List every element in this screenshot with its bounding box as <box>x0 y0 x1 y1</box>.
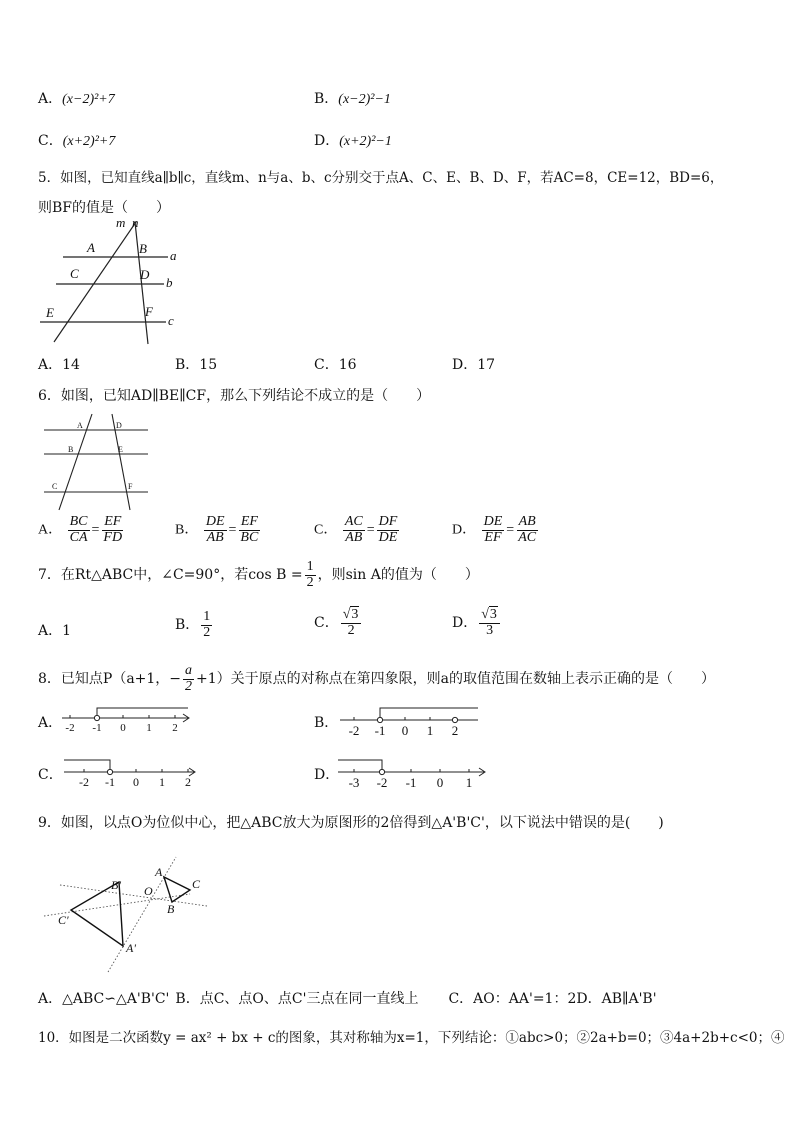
q6-option-b: B． $\frac{DE}{AB}$ = $\frac{EF}{BC}$ <box>175 514 259 545</box>
label-E: E <box>118 445 123 454</box>
q6-option-c: C． $\frac{AC}{AB}$ = $\frac{DF}{DE}$ <box>314 514 398 545</box>
label-A: A <box>155 865 163 879</box>
label-c: c <box>168 313 174 328</box>
svg-text:-2: -2 <box>65 722 75 734</box>
q6-option-d: D． $\frac{DE}{EF}$ = $\frac{AB}{AC}$ <box>452 514 537 545</box>
triangle-ABC <box>164 877 190 902</box>
q5-stem-line2: 则BF的值是（ ） <box>38 200 171 216</box>
q4-option-c: C．(x+2)²+7 <box>38 133 116 149</box>
q5-option-b: B．15 <box>175 357 218 373</box>
q8-number-line-a <box>60 704 200 734</box>
q7-option-b: B． $\frac{1}{2}$ <box>175 609 211 640</box>
svg-text:1: 1 <box>465 775 473 790</box>
label-B-prime: B' <box>111 878 121 892</box>
svg-text:0: 0 <box>133 775 139 789</box>
line-ABC <box>59 414 92 510</box>
svg-text:1: 1 <box>146 722 152 734</box>
q7-option-d: D． $\frac{√3}{3}$ <box>452 608 502 638</box>
label-D: D <box>116 421 122 430</box>
svg-text:2: 2 <box>185 775 191 789</box>
label-b: b <box>166 275 173 290</box>
svg-text:-1: -1 <box>405 775 417 790</box>
q9-options <box>38 988 657 1008</box>
q6-stem: 6．如图，已知AD∥BE∥CF，那么下列结论不成立的是（ ） <box>38 388 431 404</box>
label-a: a <box>170 248 177 263</box>
svg-text:0: 0 <box>120 722 126 734</box>
q5-figure <box>38 218 188 348</box>
line-m <box>54 222 136 342</box>
label-A: A <box>87 240 95 255</box>
label-D: D <box>140 267 150 282</box>
q8-number-line-c <box>62 756 202 790</box>
svg-text:2: 2 <box>172 722 178 734</box>
q4-option-b: B．(x−2)²−1 <box>314 91 391 107</box>
q9-stem: 9．如图，以点O为位似中心，把△ABC放大为原图形的2倍得到△A'B'C'，以下说法中错误的是( ) <box>38 815 664 831</box>
q5-option-c: C．16 <box>314 357 357 373</box>
svg-text:1: 1 <box>159 775 165 789</box>
label-O: O <box>144 884 153 898</box>
label-E: E <box>46 305 54 320</box>
label-B: B <box>139 241 147 256</box>
label-C: C <box>52 482 58 491</box>
svg-text:-2: -2 <box>348 723 360 738</box>
q8-stem: 8．已知点P（a+1，− $\frac{a}{2}$ +1）关于原点的对称点在第四象限，则a的取值范围在数轴上表示正确的是（ ） <box>38 663 716 694</box>
q8-number-line-d <box>336 756 491 792</box>
q5-stem-line1: 5．如图，已知直线a∥b∥c，直线m、n与a、b、c分别交于点A、C、E、B、D、F，若AC=8，CE=12，BD=6， <box>38 170 724 186</box>
q4-option-a: A．(x−2)²+7 <box>38 91 115 107</box>
svg-text:-2: -2 <box>376 775 388 790</box>
label-C-prime: C' <box>58 913 69 927</box>
label-B: B <box>68 445 74 454</box>
svg-text:-3: -3 <box>348 775 360 790</box>
label-F: F <box>145 304 153 319</box>
q9-option-b: B．点C、点O、点C'三点在同一直线上 <box>175 991 419 1007</box>
q5-option-d: D．17 <box>452 357 496 373</box>
q10-stem: 10．如图是二次函数y = ax² + bx + c的图象，其对称轴为x=1，下列结论：①abc>0；②2a+b=0；③4a+2b+c<0；④ <box>38 1030 785 1046</box>
q7-option-a: A．1 <box>38 623 72 639</box>
label-n: n <box>132 218 139 230</box>
label-F: F <box>128 482 133 491</box>
q8-option-c-label: C． <box>38 767 63 783</box>
q8-option-d-label: D． <box>314 767 340 783</box>
q7-stem: 7．在Rt△ABC中，∠C=90°，若cos B = $\frac{1}{2}$ ，则sin A的值为（ ） <box>38 559 479 590</box>
label-A: A <box>77 421 83 430</box>
q6-option-a: A． $\frac{BC}{CA}$ = $\frac{EF}{FD}$ <box>38 514 123 545</box>
label-A-prime: A' <box>126 941 136 955</box>
svg-text:0: 0 <box>401 723 409 738</box>
q7-option-c: C． $\frac{√3}{2}$ <box>314 608 363 638</box>
q9-option-a: A．△ABC∽△A'B'C' <box>38 991 170 1007</box>
svg-text:2: 2 <box>451 723 459 738</box>
q5-option-a: A．14 <box>38 357 80 373</box>
svg-text:-2: -2 <box>79 775 89 789</box>
q9-option-c: C．AO：AA'=1：2 <box>448 991 577 1007</box>
q4-option-d: D．(x+2)²−1 <box>314 133 392 149</box>
svg-text:0: 0 <box>436 775 444 790</box>
label-C: C <box>70 266 79 281</box>
q8-option-a-label: A． <box>38 715 63 731</box>
label-B: B <box>167 902 175 916</box>
svg-text:-1: -1 <box>92 722 102 734</box>
q8-number-line-b <box>338 704 483 740</box>
svg-text:-1: -1 <box>105 775 115 789</box>
q8-option-b-label: B． <box>314 715 339 731</box>
label-C: C <box>192 877 201 891</box>
q9-figure <box>40 852 215 977</box>
svg-text:1: 1 <box>426 723 434 738</box>
q6-figure <box>44 412 152 512</box>
q9-option-d: D．AB∥A'B' <box>576 991 657 1007</box>
svg-text:-1: -1 <box>374 723 386 738</box>
label-m: m <box>116 218 126 230</box>
